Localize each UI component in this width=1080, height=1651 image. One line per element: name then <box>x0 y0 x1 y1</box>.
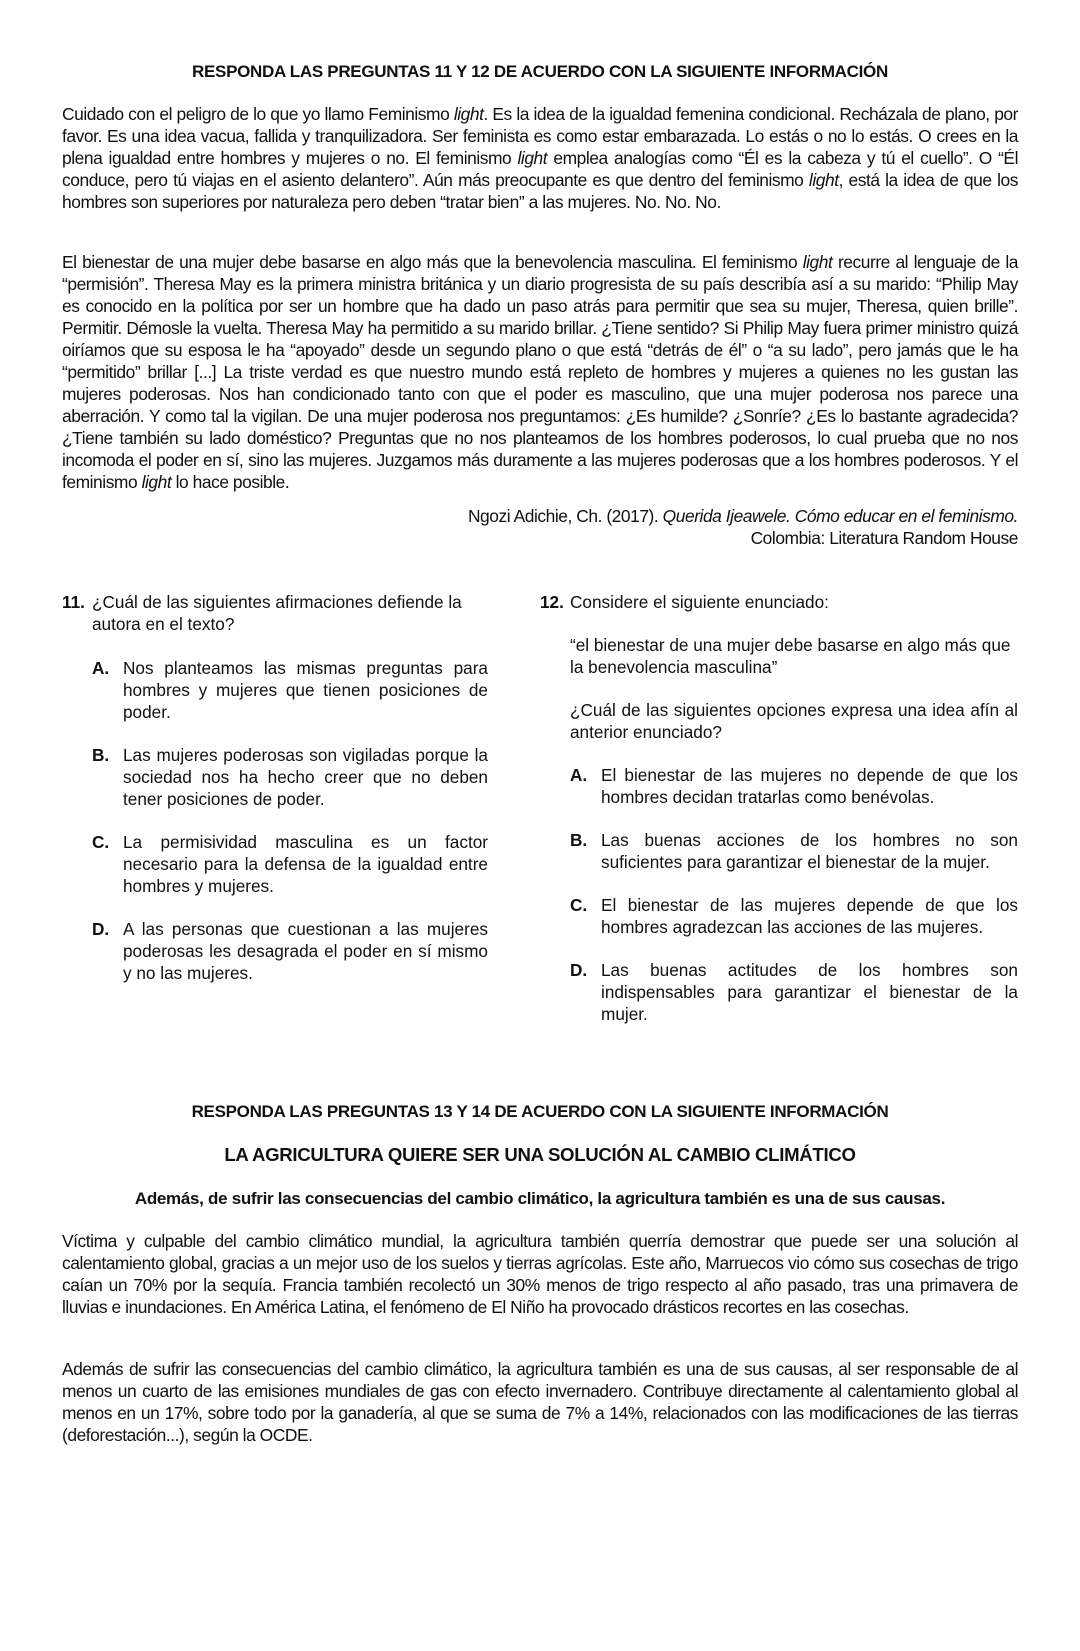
option-text: Las buenas actitudes de los hombres son indispensables para garantizar el bienestar de la mujer. <box>601 960 1018 1024</box>
section-heading-13-14: RESPONDA LAS PREGUNTAS 13 Y 14 DE ACUERDO CON LA SIGUIENTE INFORMACIÓN <box>191 1102 889 1121</box>
italic-term: light <box>517 148 548 168</box>
citation-publisher: Colombia: Literatura Random House <box>750 528 1018 548</box>
option-text: A las personas que cuestionan a las mujeres poderosas les desagrada el poder en sí mismo y no las mujeres. <box>123 919 488 983</box>
text-run: . Es la idea de la igualdad femenina condicional. Recházala de plano, por favor. Es una idea vacua, fallida y tranquilizadora. Ser feminista es como estar embarazada. Lo estás o no lo estás. O crees en la plena igualdad entre hombres y mujeres o no. El feminismo <box>62 104 1018 168</box>
option-b[interactable] <box>92 744 488 810</box>
article-title: LA AGRICULTURA QUIERE SER UNA SOLUCIÓN AL CAMBIO CLIMÁTICO <box>224 1144 856 1165</box>
citation-line-1 <box>62 505 1018 527</box>
option-letter: A. <box>92 658 110 678</box>
text-run: El bienestar de una mujer debe basarse en algo más que la benevolencia masculina. El feminismo <box>62 252 803 272</box>
text-run: emplea analogías como “Él es la cabeza y tú el cuello”. O “Él conduce, pero tú viajas en el asiento delantero”. Aún más preocupante es que dentro del feminismo <box>62 148 1018 190</box>
question-number: 12. <box>540 592 564 612</box>
section-heading-11-12: RESPONDA LAS PREGUNTAS 11 Y 12 DE ACUERDO CON LA SIGUIENTE INFORMACIÓN <box>192 62 888 81</box>
citation-author: Ngozi Adichie, Ch. (2017). <box>467 506 663 526</box>
question-intro: Considere el siguiente enunciado: <box>570 592 829 612</box>
italic-term: light <box>808 170 839 190</box>
question-12 <box>540 591 1018 1025</box>
question-11-header <box>62 591 488 635</box>
option-b[interactable] <box>570 829 1018 873</box>
option-text: Las buenas acciones de los hombres no son suficientes para garantizar el bienestar de la mujer. <box>601 830 1018 872</box>
question-prompt: ¿Cuál de las siguientes afirmaciones defiende la autora en el texto? <box>92 592 462 634</box>
option-letter: C. <box>570 895 588 915</box>
option-letter: B. <box>92 745 110 765</box>
option-letter: D. <box>92 919 110 939</box>
reading-paragraph-2 <box>62 251 1018 493</box>
article-subtitle: Además, de sufrir las consecuencias del cambio climático, la agricultura también es una de sus causas. <box>134 1189 946 1208</box>
option-text: El bienestar de las mujeres depende de que los hombres agradezcan las acciones de las mujeres. <box>601 895 1018 937</box>
article-paragraph-1: Víctima y culpable del cambio climático mundial, la agricultura también querría demostrar que puede ser una solución al calentamiento global, gracias a un mejor uso de los suelos y tierras agrícolas. Este año, Marruecos vio cómo sus cosechas de trigo caían un 70% por la sequía. Francia también recolectó un 30% menos de trigo respecto al año pasado, tras una primavera de lluvias e inundaciones. En América Latina, el fenómeno de El Niño ha provocado drásticos recortes en las cosechas. <box>62 1231 1018 1317</box>
option-d[interactable] <box>92 918 488 984</box>
question-12-header <box>540 591 1018 613</box>
quoted-statement: “el bienestar de una mujer debe basarse en algo más que la benevolencia masculina” <box>570 635 1011 677</box>
option-text: Nos planteamos las mismas preguntas para hombres y mujeres que tienen posiciones de poder. <box>123 658 488 722</box>
text-run: Cuidado con el peligro de lo que yo llamo Feminismo <box>62 104 454 124</box>
question-11 <box>62 591 488 984</box>
option-letter: A. <box>570 765 588 785</box>
option-c[interactable] <box>92 831 488 897</box>
option-text: El bienestar de las mujeres no depende de que los hombres decidan tratarlas como benévolas. <box>601 765 1018 807</box>
option-a[interactable] <box>92 657 488 723</box>
option-text: Las mujeres poderosas son vigiladas porque la sociedad nos ha hecho creer que no deben tener posiciones de poder. <box>123 745 488 809</box>
option-a[interactable] <box>570 764 1018 808</box>
italic-term: light <box>802 252 833 272</box>
option-d[interactable] <box>570 959 1018 1025</box>
text-run: lo hace posible. <box>171 472 290 492</box>
option-text: La permisividad masculina es un factor necesario para la defensa de la igualdad entre hombres y mujeres. <box>123 832 488 896</box>
italic-term: light <box>453 104 484 124</box>
option-letter: D. <box>570 960 588 980</box>
option-letter: C. <box>92 832 110 852</box>
reading-paragraph-1 <box>62 103 1018 213</box>
text-run: recurre al lenguaje de la “permisión”. Theresa May es la primera ministra británica y un diario progresista de su país describía así a su marido: “Philip May es conocido en la política por ser un hombre que ha dado un paso atrás para permitir que sea su mujer, Theresa, quien brille”. Permitir. Démosle la vuelta. Theresa May ha permitido a su marido brillar. ¿Tiene sentido? Si Philip May fuera primer ministro quizá oiríamos que su esposa le ha “apoyado” desde un segundo plano o que está “detrás de él” o “a su lado”, pero jamás que le ha “permitido” brillar [...] La triste verdad es que nuestro mundo está repleto de hombres y mujeres a quienes no les gustan las mujeres poderosas. Nos han condicionado tanto con que el poder es masculino, que una mujer poderosa nos parece una aberración. Y como tal la vigilan. De una mujer poderosa nos preguntamos: ¿Es humilde? ¿Sonríe? ¿Es lo bastante agradecida? ¿Tiene también su lado doméstico? Preguntas que no nos planteamos de los hombres poderosos, lo cual prueba que no nos incomoda el poder en sí, sino las mujeres. Juzgamos más duramente a las mujeres poderosas que a los hombres poderosos. Y el feminismo <box>62 252 1018 492</box>
option-c[interactable] <box>570 894 1018 938</box>
italic-term: light <box>141 472 172 492</box>
text-run: , está la idea de que los hombres son superiores por naturaleza pero deben “tratar bien” a las mujeres. No. No. No. <box>62 170 1018 212</box>
option-letter: B. <box>570 830 588 850</box>
article-paragraph-2: Además de sufrir las consecuencias del cambio climático, la agricultura también es una de sus causas, al ser responsable de al menos un cuarto de las emisiones mundiales de gas con efecto invernadero. Contribuye directamente al calentamiento global al menos en un 17%, sobre todo por la ganadería, al que se suma de 7% a 14%, relacionados con las modificaciones de las tierras (deforestación...), según la OCDE. <box>62 1359 1018 1445</box>
question-prompt: ¿Cuál de las siguientes opciones expresa una idea afín al anterior enunciado? <box>570 700 1018 742</box>
question-number: 11. <box>62 592 85 612</box>
citation-title: Querida Ijeawele. Cómo educar en el feminismo. <box>662 506 1018 526</box>
